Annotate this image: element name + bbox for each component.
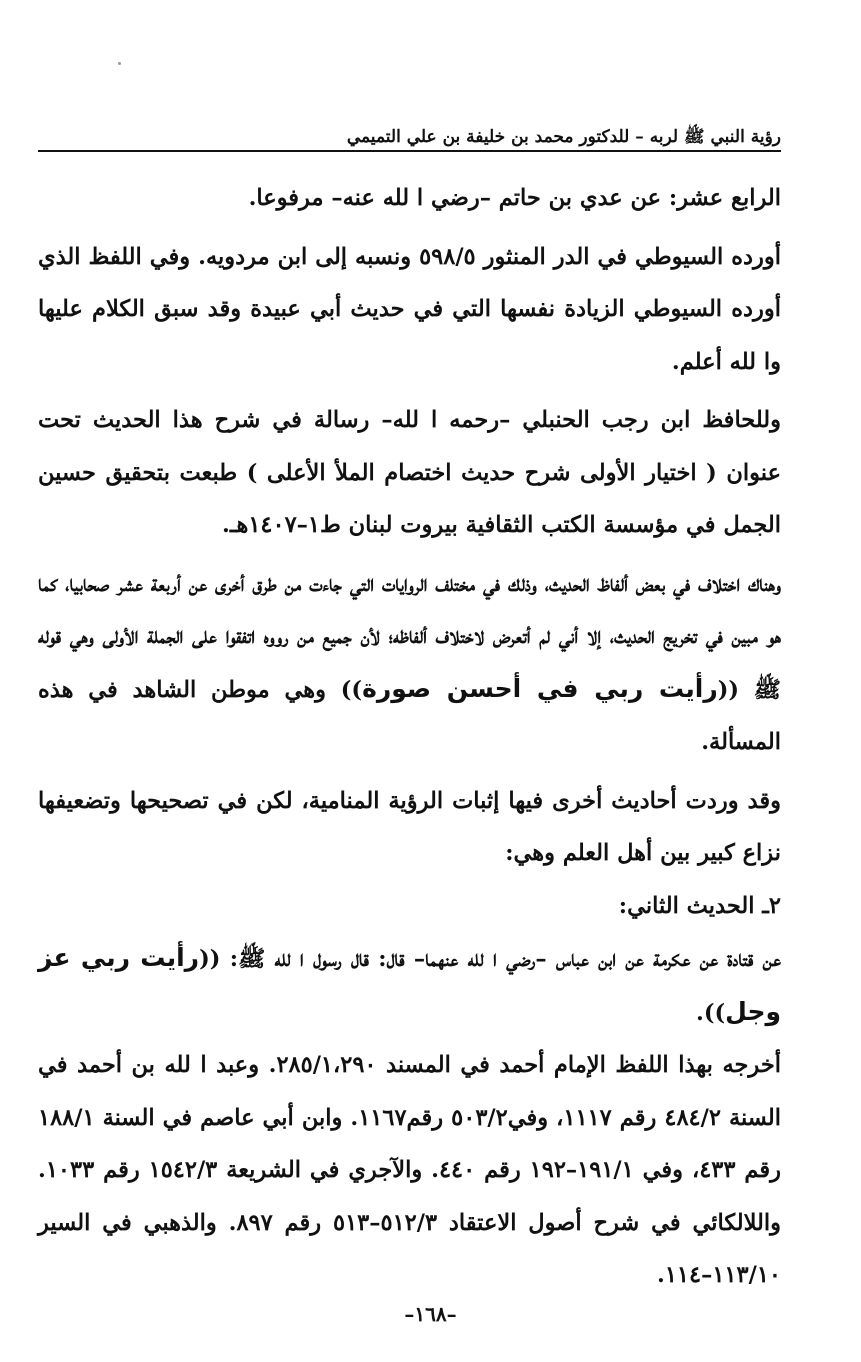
running-header <box>38 112 781 152</box>
paragraph-2: أورده السيوطي في الدر المنثور ٥٩٨/٥ ونسبه إلى ابن مردويه. وفي اللفظ الذي أورده السيوطي الزيادة نفسها التي في حديث أبي عبيدة وقد سبق الكلام عليها وا لله أعلم. <box>38 243 781 375</box>
header-title: رؤية النبي ﷺ لربه – للدكتور محمد بن خليفة بن علي التميمي <box>346 127 781 147</box>
paragraph-7 <box>38 932 781 1039</box>
scan-speck <box>118 62 121 65</box>
section-subheading: ٢ـ الحديث الثاني: <box>618 892 781 919</box>
paragraph-7-tail: )). <box>696 999 726 1026</box>
page-number: –١٦٨– <box>404 1302 457 1326</box>
paragraph-5: وقد وردت أحاديث أخرى فيها إثبات الرؤية المنامية، لكن في تصحيحها وتضعيفها نزاع كبير بين أهل العلم وهي: <box>38 787 781 866</box>
paragraph-3: وللحافظ ابن رجب الحنبلي –رحمه ا لله– رسالة في شرح هذا الحديث تحت عنوان ( اختيار الأولى شرح حديث اختصام الملأ الأعلى ) طبعت بتحقيق حسين الجمل في مؤسسة الكتب الثقافية بيروت لبنان ط١–١٤٠٧هـ. <box>38 407 781 538</box>
paragraph-1: الرابع عشر: عن عدي بن حاتم –رضي ا لله عنه– مرفوعا. <box>248 185 781 211</box>
hadith-quote-1: رأيت ربي في أحسن صورة <box>362 673 718 703</box>
paragraph-7-lead: عن قتادة عن عكرمة عن ابن عباس –رضي ا لله عنهما– قال: قال رسول ا لله ﷺ: (( <box>199 946 781 972</box>
paragraph-4 <box>38 558 781 769</box>
hadith-quote-2: رأيت ربي عز وجل <box>38 943 781 1026</box>
paragraph-4-lead: وهناك اختلاف في بعض ألفاظ الحديث، وذلك في مختلف الروايات التي جاءت من طرق أخرى عن أربعة عشر صحابيا، كما هو مبين في تخريج الحديث، إلا أني لم أتعرض لاختلاف ألفاظه؛ لأن جميع من رووه اتفقوا على الجملة الأولى وهي قوله ﷺ (( <box>38 570 781 703</box>
paragraph-8: أخرجه بهذا اللفظ الإمام أحمد في المسند ٢٨٥/١،٢٩٠. وعبد ا لله بن أحمد في السنة ٤٨٤/٢ رقم ١١١٧، وفي٥٠٣/٢ رقم١١٦٧. وابن أبي عاصم في السنة ١٨٨/١ رقم ٤٣٣، وفي ١٩١/١–١٩٢ رقم ٤٤٠. والآجري في الشريعة ١٥٤٢/٣ رقم ١٠٣٣. واللالكائي في شرح أصول الاعتقاد ٥١٢/٣–٥١٣ رقم ٨٩٧. والذهبي في السير ١١٣/١٠–١١٤. <box>38 1052 781 1288</box>
body-text <box>38 172 781 1302</box>
paragraph-4-tail: )) وهي موطن الشاهد في هذه المسألة. <box>38 676 781 755</box>
